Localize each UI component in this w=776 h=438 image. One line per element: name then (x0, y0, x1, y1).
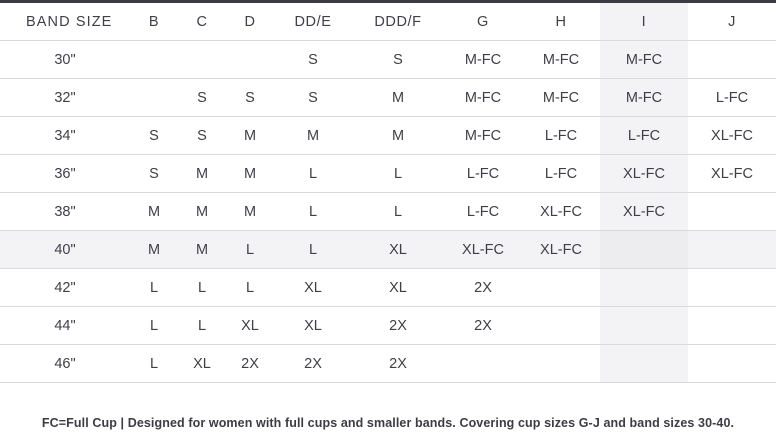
size-cell: XL (226, 307, 274, 345)
size-cell: L (274, 155, 352, 193)
size-cell (226, 41, 274, 79)
size-cell: S (352, 41, 444, 79)
size-cell: L (130, 345, 178, 383)
table-row (0, 193, 776, 231)
column-header-dd-e: DD/E (274, 2, 352, 41)
table-header (0, 2, 776, 41)
size-cell: M (352, 117, 444, 155)
table-row (0, 345, 776, 383)
table-row (0, 41, 776, 79)
size-cell: M (352, 79, 444, 117)
column-header-c: C (178, 2, 226, 41)
size-cell: M-FC (522, 79, 600, 117)
size-cell (688, 193, 776, 231)
size-cell (444, 345, 522, 383)
size-cell: M-FC (444, 41, 522, 79)
size-cell: L (352, 193, 444, 231)
size-cell: M (178, 231, 226, 269)
size-cell: L (274, 231, 352, 269)
size-cell: L-FC (444, 193, 522, 231)
band-size-cell: 40" (0, 231, 130, 269)
size-cell: XL-FC (600, 155, 688, 193)
size-cell: XL (274, 307, 352, 345)
size-cell (130, 41, 178, 79)
size-cell: L (178, 269, 226, 307)
column-header-j: J (688, 2, 776, 41)
column-header-d: D (226, 2, 274, 41)
size-cell: 2X (444, 307, 522, 345)
band-size-cell: 44" (0, 307, 130, 345)
size-cell: M-FC (444, 117, 522, 155)
size-cell: M-FC (522, 41, 600, 79)
table-row (0, 155, 776, 193)
size-cell: L (130, 307, 178, 345)
size-cell: M-FC (600, 79, 688, 117)
size-cell: L (178, 307, 226, 345)
size-cell: S (130, 117, 178, 155)
band-size-cell: 34" (0, 117, 130, 155)
size-cell: XL (352, 269, 444, 307)
band-size-cell: 46" (0, 345, 130, 383)
size-cell (178, 41, 226, 79)
header-row (0, 2, 776, 41)
size-cell (600, 307, 688, 345)
size-cell (522, 345, 600, 383)
band-size-cell: 32" (0, 79, 130, 117)
size-cell: M (178, 155, 226, 193)
size-cell: XL-FC (522, 193, 600, 231)
size-cell: L (226, 231, 274, 269)
size-cell: S (178, 79, 226, 117)
column-header-i: I (600, 2, 688, 41)
size-cell: M (178, 193, 226, 231)
size-cell (688, 41, 776, 79)
size-cell: L-FC (522, 117, 600, 155)
footnote-text: FC=Full Cup | Designed for women with full cups and smaller bands. Covering cup sizes G-J and band sizes 30-40. (41, 416, 735, 430)
size-cell: M (274, 117, 352, 155)
size-cell (688, 345, 776, 383)
size-cell: 2X (226, 345, 274, 383)
band-size-cell: 38" (0, 193, 130, 231)
table-body (0, 41, 776, 383)
column-header-g: G (444, 2, 522, 41)
size-cell (600, 269, 688, 307)
table-row (0, 307, 776, 345)
size-cell: 2X (352, 307, 444, 345)
size-cell: M (226, 155, 274, 193)
size-cell (522, 269, 600, 307)
size-cell: 2X (444, 269, 522, 307)
size-cell (688, 231, 776, 269)
size-cell: S (130, 155, 178, 193)
size-cell: XL-FC (688, 117, 776, 155)
size-cell: L (274, 193, 352, 231)
size-cell: M (130, 193, 178, 231)
size-cell: XL-FC (522, 231, 600, 269)
size-cell: L-FC (600, 117, 688, 155)
size-cell (522, 307, 600, 345)
size-cell: XL (274, 269, 352, 307)
size-cell (688, 307, 776, 345)
size-cell: XL (178, 345, 226, 383)
size-cell: XL-FC (444, 231, 522, 269)
band-size-cell: 36" (0, 155, 130, 193)
size-cell: 2X (274, 345, 352, 383)
column-header-band-size: BAND SIZE (0, 2, 130, 41)
band-size-cell: 42" (0, 269, 130, 307)
column-header-h: H (522, 2, 600, 41)
size-cell: L-FC (444, 155, 522, 193)
size-cell: M-FC (444, 79, 522, 117)
size-cell: M-FC (600, 41, 688, 79)
size-cell: S (274, 41, 352, 79)
size-cell: L (352, 155, 444, 193)
size-cell (130, 79, 178, 117)
size-cell (688, 269, 776, 307)
size-cell: L (130, 269, 178, 307)
table-row (0, 117, 776, 155)
table-row (0, 79, 776, 117)
size-cell: S (274, 79, 352, 117)
table-row-highlighted (0, 231, 776, 269)
size-cell (600, 231, 688, 269)
table-row (0, 269, 776, 307)
size-cell: M (130, 231, 178, 269)
size-cell: XL-FC (688, 155, 776, 193)
size-cell (600, 345, 688, 383)
size-cell: L (226, 269, 274, 307)
size-cell: S (226, 79, 274, 117)
column-header-ddd-f: DDD/F (352, 2, 444, 41)
column-header-b: B (130, 2, 178, 41)
size-cell: L-FC (522, 155, 600, 193)
size-cell: XL-FC (600, 193, 688, 231)
band-size-cell: 30" (0, 41, 130, 79)
size-cell: M (226, 193, 274, 231)
size-cell: S (178, 117, 226, 155)
size-cell: XL (352, 231, 444, 269)
size-cell: M (226, 117, 274, 155)
size-cell: L-FC (688, 79, 776, 117)
size-cell: 2X (352, 345, 444, 383)
